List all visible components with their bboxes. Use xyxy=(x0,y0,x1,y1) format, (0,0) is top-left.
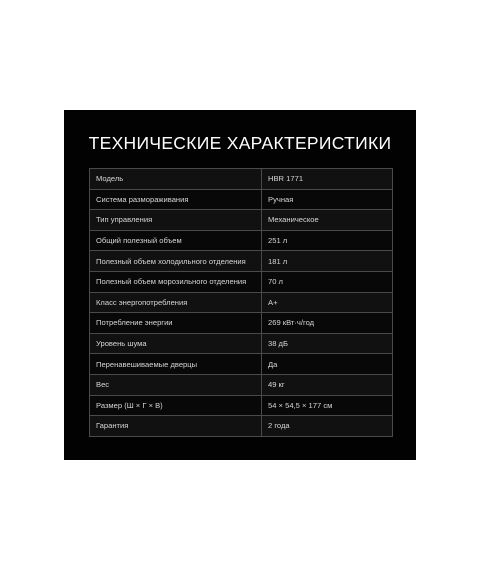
spec-value: 181 л xyxy=(262,251,393,272)
spec-label: Вес xyxy=(90,374,262,395)
table-row xyxy=(90,395,393,416)
spec-label: Система размораживания xyxy=(90,189,262,210)
spec-value: HBR 1771 xyxy=(262,169,393,190)
specs-panel xyxy=(64,110,416,460)
table-row xyxy=(90,230,393,251)
table-row xyxy=(90,333,393,354)
spec-label: Тип управления xyxy=(90,210,262,231)
spec-label: Модель xyxy=(90,169,262,190)
spec-value: 269 кВт·ч/год xyxy=(262,313,393,334)
spec-value: Механическое xyxy=(262,210,393,231)
spec-label: Размер (Ш × Г × В) xyxy=(90,395,262,416)
table-row xyxy=(90,169,393,190)
table-row xyxy=(90,292,393,313)
spec-label: Класс энергопотребления xyxy=(90,292,262,313)
spec-value: 2 года xyxy=(262,416,393,437)
spec-label: Общий полезный объем xyxy=(90,230,262,251)
spec-label: Уровень шума xyxy=(90,333,262,354)
spec-label: Полезный объем морозильного отделения xyxy=(90,271,262,292)
table-row xyxy=(90,210,393,231)
spec-value: 49 кг xyxy=(262,374,393,395)
page-title: ТЕХНИЧЕСКИЕ ХАРАКТЕРИСТИКИ xyxy=(88,133,392,153)
table-row xyxy=(90,313,393,334)
spec-label: Потребление энергии xyxy=(90,313,262,334)
spec-value: А+ xyxy=(262,292,393,313)
spec-label: Гарантия xyxy=(90,416,262,437)
table-row xyxy=(90,189,393,210)
table-row xyxy=(90,354,393,375)
spec-value: 70 л xyxy=(262,271,393,292)
spec-value: 251 л xyxy=(262,230,393,251)
spec-label: Полезный объем холодильного отделения xyxy=(90,251,262,272)
specs-table xyxy=(89,168,393,437)
spec-value: 38 дБ xyxy=(262,333,393,354)
spec-value: 54 × 54,5 × 177 см xyxy=(262,395,393,416)
spec-value: Да xyxy=(262,354,393,375)
table-row xyxy=(90,374,393,395)
spec-label: Перенавешиваемые дверцы xyxy=(90,354,262,375)
table-row xyxy=(90,271,393,292)
table-row xyxy=(90,416,393,437)
table-row xyxy=(90,251,393,272)
spec-value: Ручная xyxy=(262,189,393,210)
